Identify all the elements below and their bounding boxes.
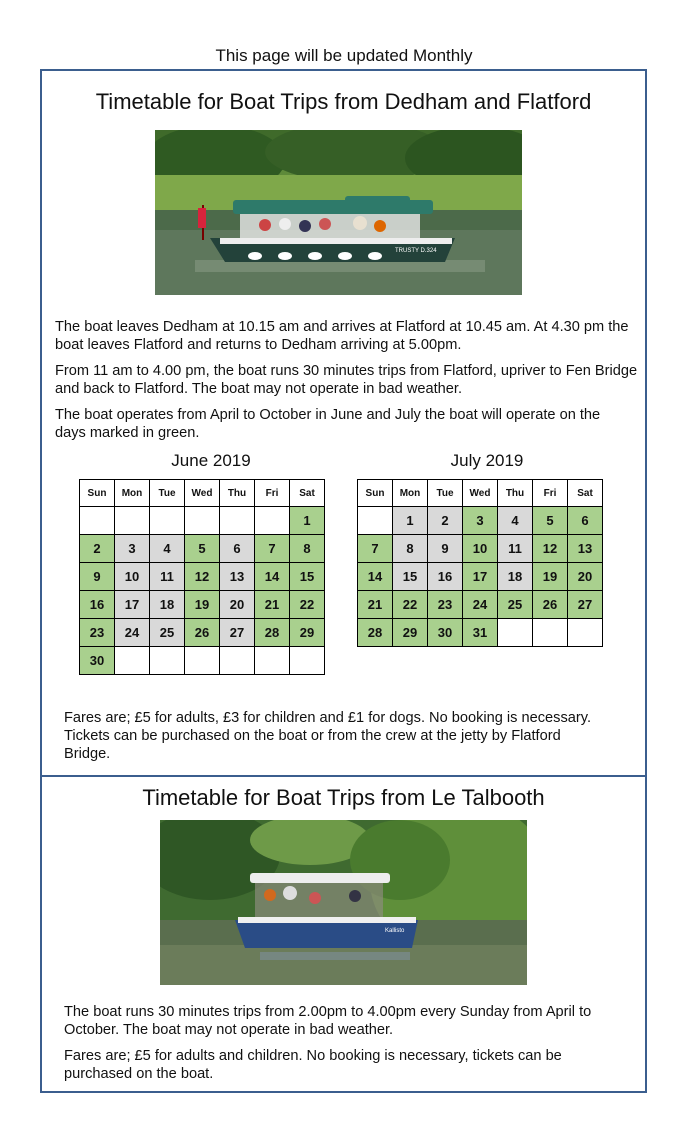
day-cell: 21 <box>255 591 290 619</box>
weekday-header: Mon <box>115 480 150 507</box>
schedule-paragraph-2: From 11 am to 4.00 pm, the boat runs 30 minutes trips from Flatford, upriver to Fen Bridge and back to Flatford. The boat may not operate in bad weather. <box>55 363 638 397</box>
day-cell: 15 <box>290 563 325 591</box>
day-cell: 8 <box>290 535 325 563</box>
day-cell: 16 <box>428 563 463 591</box>
day-cell: 12 <box>533 535 568 563</box>
june-week-row <box>80 619 325 647</box>
dedham-flatford-panel <box>40 69 647 777</box>
day-cell: 5 <box>185 535 220 563</box>
day-cell: 30 <box>428 619 463 647</box>
empty-day-cell <box>255 647 290 675</box>
july-week-row <box>358 535 603 563</box>
empty-day-cell <box>568 619 603 647</box>
day-cell: 21 <box>358 591 393 619</box>
boat-photo-le-talbooth <box>160 820 527 985</box>
day-cell: 5 <box>533 507 568 535</box>
section-title-dedham: Timetable for Boat Trips from Dedham and Flatford <box>95 89 592 114</box>
july-week-row <box>358 591 603 619</box>
day-cell: 23 <box>80 619 115 647</box>
day-cell: 31 <box>463 619 498 647</box>
calendar-title-june: June 2019 <box>171 451 251 470</box>
weekday-header: Tue <box>428 480 463 507</box>
day-cell: 10 <box>115 563 150 591</box>
empty-day-cell <box>220 507 255 535</box>
day-cell: 18 <box>150 591 185 619</box>
calendar-july <box>357 479 603 647</box>
day-cell: 26 <box>185 619 220 647</box>
day-cell: 2 <box>80 535 115 563</box>
day-cell: 13 <box>220 563 255 591</box>
june-week-row <box>80 647 325 675</box>
empty-day-cell <box>290 647 325 675</box>
schedule-paragraph-3: The boat operates from April to October in June and July the boat will operate on the days marked in green. <box>55 407 601 441</box>
schedule-paragraph-1: The boat leaves Dedham at 10.15 am and arrives at Flatford at 10.45 am. At 4.30 pm the boat leaves Flatford and returns to Dedham arriving at 5.00pm. <box>55 319 629 353</box>
day-cell: 15 <box>393 563 428 591</box>
day-cell: 17 <box>115 591 150 619</box>
empty-day-cell <box>150 647 185 675</box>
day-cell: 16 <box>80 591 115 619</box>
empty-day-cell <box>115 647 150 675</box>
day-cell: 22 <box>393 591 428 619</box>
july-week-row <box>358 619 603 647</box>
june-week-row <box>80 535 325 563</box>
day-cell: 11 <box>498 535 533 563</box>
day-cell: 27 <box>568 591 603 619</box>
day-cell: 11 <box>150 563 185 591</box>
day-cell: 4 <box>498 507 533 535</box>
day-cell: 7 <box>255 535 290 563</box>
calendar-title-july: July 2019 <box>450 451 524 470</box>
june-week-row <box>80 591 325 619</box>
day-cell: 20 <box>568 563 603 591</box>
june-header-row <box>80 480 325 507</box>
day-cell: 10 <box>463 535 498 563</box>
day-cell: 12 <box>185 563 220 591</box>
weekday-header: Sat <box>568 480 603 507</box>
day-cell: 25 <box>498 591 533 619</box>
day-cell: 20 <box>220 591 255 619</box>
july-week-row <box>358 563 603 591</box>
day-cell: 6 <box>568 507 603 535</box>
day-cell: 6 <box>220 535 255 563</box>
talbooth-paragraph-1: The boat runs 30 minutes trips from 2.00pm to 4.00pm every Sunday from April to October. The boat may not operate in bad weather. <box>64 1004 592 1038</box>
weekday-header: Thu <box>498 480 533 507</box>
day-cell: 3 <box>115 535 150 563</box>
july-week-row <box>358 507 603 535</box>
empty-day-cell <box>150 507 185 535</box>
calendar-june <box>79 479 325 675</box>
update-note: This page will be updated Monthly <box>215 46 473 65</box>
day-cell: 17 <box>463 563 498 591</box>
day-cell: 1 <box>393 507 428 535</box>
day-cell: 3 <box>463 507 498 535</box>
empty-day-cell <box>185 507 220 535</box>
day-cell: 29 <box>393 619 428 647</box>
day-cell: 7 <box>358 535 393 563</box>
empty-day-cell <box>80 507 115 535</box>
day-cell: 22 <box>290 591 325 619</box>
day-cell: 24 <box>463 591 498 619</box>
day-cell: 27 <box>220 619 255 647</box>
boat-photo-dedham <box>155 130 522 295</box>
june-week-row <box>80 563 325 591</box>
day-cell: 29 <box>290 619 325 647</box>
empty-day-cell <box>220 647 255 675</box>
day-cell: 14 <box>358 563 393 591</box>
empty-day-cell <box>533 619 568 647</box>
le-talbooth-panel <box>40 775 647 1093</box>
day-cell: 28 <box>255 619 290 647</box>
day-cell: 18 <box>498 563 533 591</box>
fares-paragraph-dedham: Fares are; £5 for adults, £3 for children and £1 for dogs. No booking is necessary. Tickets can be purchased on the boat or from the crew at the jetty by Flatford Bridge. <box>64 710 592 762</box>
day-cell: 9 <box>80 563 115 591</box>
day-cell: 9 <box>428 535 463 563</box>
day-cell: 14 <box>255 563 290 591</box>
day-cell: 28 <box>358 619 393 647</box>
empty-day-cell <box>185 647 220 675</box>
weekday-header: Sat <box>290 480 325 507</box>
weekday-header: Wed <box>463 480 498 507</box>
empty-day-cell <box>255 507 290 535</box>
day-cell: 1 <box>290 507 325 535</box>
weekday-header: Mon <box>393 480 428 507</box>
day-cell: 24 <box>115 619 150 647</box>
weekday-header: Fri <box>533 480 568 507</box>
day-cell: 19 <box>533 563 568 591</box>
day-cell: 23 <box>428 591 463 619</box>
day-cell: 2 <box>428 507 463 535</box>
day-cell: 19 <box>185 591 220 619</box>
empty-day-cell <box>498 619 533 647</box>
boat-name-label-talbooth: Kallisto <box>385 928 405 934</box>
weekday-header: Fri <box>255 480 290 507</box>
section-title-le-talbooth: Timetable for Boat Trips from Le Talbooth <box>142 785 545 810</box>
day-cell: 13 <box>568 535 603 563</box>
day-cell: 4 <box>150 535 185 563</box>
weekday-header: Sun <box>80 480 115 507</box>
talbooth-fares-paragraph: Fares are; £5 for adults and children. No booking is necessary, tickets can be purchased on the boat. <box>64 1048 562 1082</box>
july-header-row <box>358 480 603 507</box>
day-cell: 26 <box>533 591 568 619</box>
weekday-header: Sun <box>358 480 393 507</box>
day-cell: 8 <box>393 535 428 563</box>
empty-day-cell <box>358 507 393 535</box>
day-cell: 25 <box>150 619 185 647</box>
june-week-row <box>80 507 325 535</box>
boat-name-label-dedham: TRUSTY D.324 <box>395 248 437 254</box>
empty-day-cell <box>115 507 150 535</box>
weekday-header: Thu <box>220 480 255 507</box>
weekday-header: Wed <box>185 480 220 507</box>
day-cell: 30 <box>80 647 115 675</box>
weekday-header: Tue <box>150 480 185 507</box>
